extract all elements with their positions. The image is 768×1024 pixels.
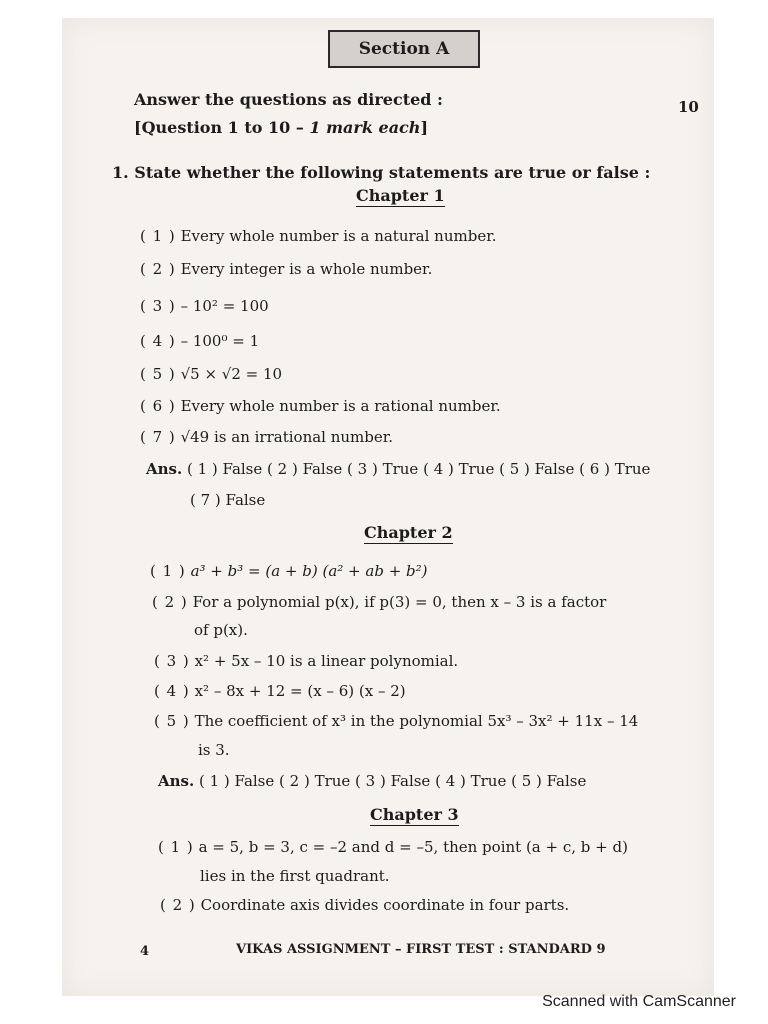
- ch2-item-5: ( 5 ) The coefficient of x³ in the polynomial 5x³ – 3x² + 11x – 14: [154, 712, 639, 730]
- camscanner-watermark: Scanned with CamScanner: [542, 993, 736, 1010]
- page-number: 4: [140, 944, 150, 959]
- section-title: Section A: [328, 30, 480, 68]
- ch2-item-5-cont: is 3.: [198, 741, 230, 759]
- ch1-item-2: ( 2 ) Every integer is a whole number.: [140, 260, 433, 278]
- chapter-2-heading: Chapter 2: [364, 523, 453, 542]
- ch2-item-2: ( 2 ) For a polynomial p(x), if p(3) = 0, then x – 3 is a factor: [152, 593, 607, 611]
- instructions-line: Answer the questions as directed :: [134, 90, 443, 109]
- ch2-item-1: ( 1 ) a³ + b³ = (a + b) (a² + ab + b²): [150, 562, 428, 580]
- chapter-3-heading: Chapter 3: [370, 805, 459, 824]
- chapter-1-heading: Chapter 1: [356, 186, 445, 205]
- ch2-item-3: ( 3 ) x² + 5x – 10 is a linear polynomial.: [154, 652, 459, 670]
- question-1-prompt: 1. State whether the following statements are true or false :: [112, 163, 651, 182]
- ch1-item-7: ( 7 ) √49 is an irrational number.: [140, 428, 394, 446]
- total-marks: 10: [678, 98, 699, 116]
- ch1-item-5: ( 5 ) √5 × √2 = 10: [140, 365, 283, 383]
- marks-note: [Question 1 to 10 – 1 mark each]: [134, 118, 429, 137]
- ch2-answer: Ans. ( 1 ) False ( 2 ) True ( 3 ) False ( 4 ) True ( 5 ) False: [158, 772, 587, 790]
- ch3-item-1: ( 1 ) a = 5, b = 3, c = –2 and d = –5, then point (a + c, b + d): [158, 838, 628, 856]
- ch1-item-1: ( 1 ) Every whole number is a natural number.: [140, 227, 497, 245]
- ch1-item-4: ( 4 ) – 100⁰ = 1: [140, 332, 260, 350]
- ch3-item-1-cont: lies in the first quadrant.: [200, 867, 390, 885]
- ch3-item-2: ( 2 ) Coordinate axis divides coordinate in four parts.: [160, 896, 570, 914]
- ch1-answer-cont: ( 7 ) False: [190, 491, 266, 509]
- footer-title: VIKAS ASSIGNMENT – FIRST TEST : STANDARD 9: [236, 942, 606, 957]
- ch1-item-6: ( 6 ) Every whole number is a rational number.: [140, 397, 501, 415]
- ch2-item-4: ( 4 ) x² – 8x + 12 = (x – 6) (x – 2): [154, 682, 406, 700]
- ch2-item-2-cont: of p(x).: [194, 621, 248, 639]
- ch1-answer: Ans. ( 1 ) False ( 2 ) False ( 3 ) True ( 4 ) True ( 5 ) False ( 6 ) True: [146, 460, 651, 478]
- ch1-item-3: ( 3 ) – 10² = 100: [140, 297, 269, 315]
